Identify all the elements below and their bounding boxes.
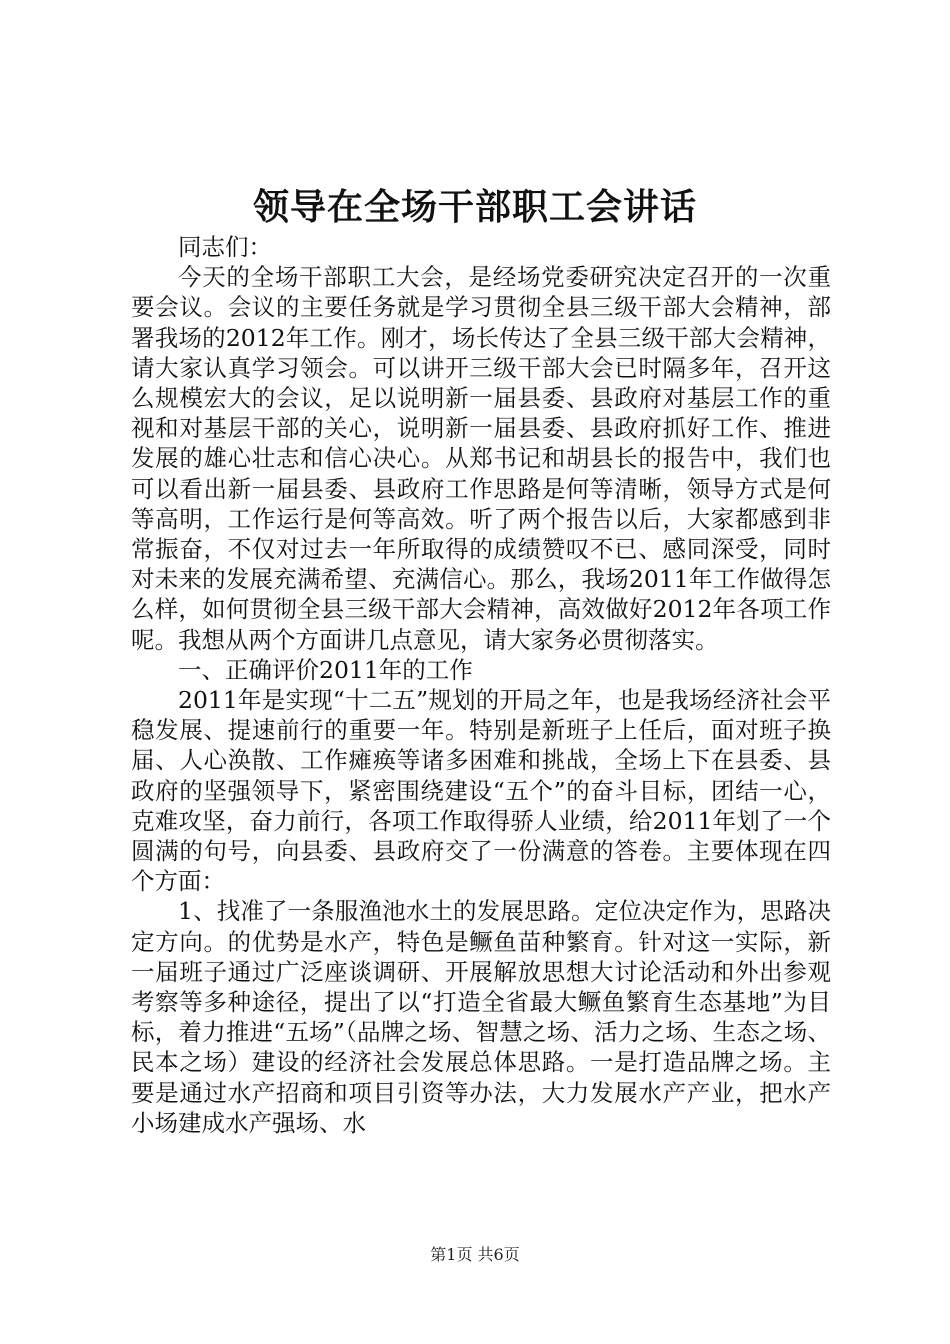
review-paragraph: 2011年是实现“十二五”规划的开局之年，也是我场经济社会平稳发展、提速前行的重要一年。特别是新班子上任后，面对班子换届、人心涣散、工作瘫痪等诸多困难和挑战，全场上下在县委、县政府的坚强领导下，紧密围绕建设“五个”的奋斗目标，团结一心，克难攻坚，奋力前行，各项工作取得骄人业绩，给2011年划了一个圆满的句号，向县委、县政府交了一份满意的答卷。主要体现在四个方面：: [131, 686, 831, 896]
document-body: [131, 232, 831, 1138]
salutation-paragraph: 同志们：: [178, 233, 272, 261]
point-one-paragraph: 1、找准了一条服渔池水土的发展思路。定位决定作为，思路决定方向。的优势是水产，特色是鳜鱼苗种繁育。针对这一实际，新一届班子通过广泛座谈调研、开展解放思想大讨论活动和外出参观考察等多种途径，提出了以“打造全省最大鳜鱼繁育生态基地”为目标，着力推进“五场”（品牌之场、智慧之场、活力之场、生态之场、民本之场）建设的经济社会发展总体思路。一是打造品牌之场。主要是通过水产招商和项目引资等办法，大力发展水产产业，把水产小场建成水产强场、水: [131, 897, 831, 1137]
document-title: 领导在全场干部职工会讲话: [252, 186, 697, 228]
page-number-footer: 第1页 共6页: [430, 1245, 520, 1264]
opening-paragraph: 今天的全场干部职工大会，是经场党委研究决定召开的一次重要会议。会议的主要任务就是学习贯彻全县三级干部大会精神，部署我场的2012年工作。刚才，场长传达了全县三级干部大会精神，请大家认真学习领会。可以讲开三级干部大会已时隔多年，召开这么规模宏大的会议，足以说明新一届县委、县政府对基层工作的重视和对基层干部的关心，说明新一届县委、县政府抓好工作、推进发展的雄心壮志和信心决心。从郑书记和胡县长的报告中，我们也可以看出新一届县委、县政府工作思路是何等清晰，领导方式是何等高明，工作运行是何等高效。听了两个报告以后，大家都感到非常振奋，不仅对过去一年所取得的成绩赞叹不已、感同深受，同时对未来的发展充满希望、充满信心。那么，我场2011年工作做得怎么样，如何贯彻全县三级干部大会精神，高效做好2012年各项工作呢。我想从两个方面讲几点意见，请大家务必贯彻落实。: [131, 263, 831, 654]
section-heading: 一、正确评价2011年的工作: [178, 655, 473, 684]
